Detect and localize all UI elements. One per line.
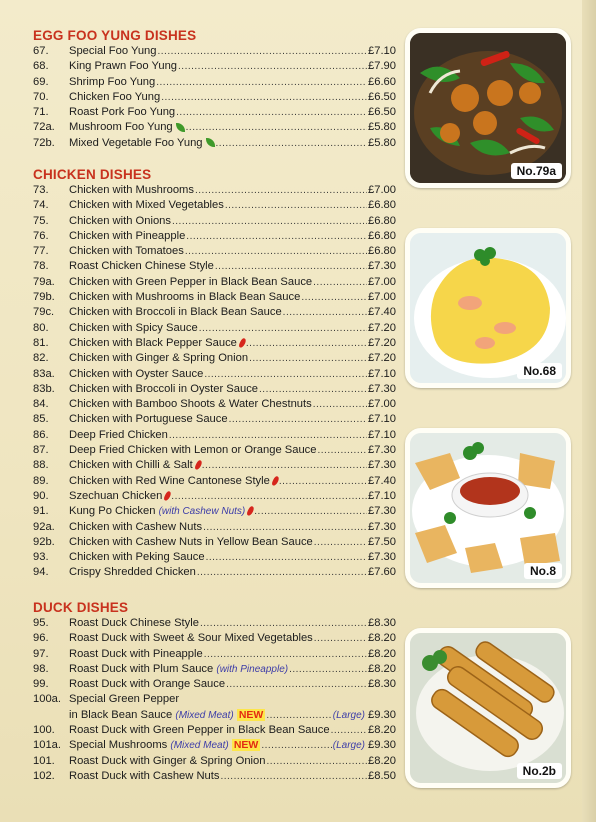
item-number: 101. — [33, 754, 55, 767]
egg-foo-yung-list — [33, 45, 396, 152]
dot-leader — [185, 246, 367, 257]
item-name-text: Chicken with Oyster Sauce — [69, 367, 204, 380]
dot-leader — [279, 476, 367, 487]
item-name — [69, 770, 219, 782]
dot-leader — [206, 552, 367, 563]
dot-leader — [225, 200, 367, 211]
item-number: 92b. — [33, 535, 55, 548]
item-name-text: Roast Duck with Orange Sauce — [69, 678, 226, 691]
item-name — [69, 648, 203, 660]
item-name-text: Roast Duck Chinese Style — [69, 617, 199, 629]
item-price: £7.20 — [368, 352, 396, 365]
item-number: 79a. — [33, 275, 55, 288]
item-price: £7.30 — [368, 505, 396, 518]
spring-roll-illustration — [410, 633, 566, 783]
item-name — [69, 291, 300, 303]
item-name-text: King Prawn Foo Yung — [69, 60, 178, 73]
item-name-text: Roast Duck with Plum Sauce — [69, 662, 214, 675]
menu-item — [33, 121, 396, 136]
item-number: 100. — [33, 724, 55, 737]
dot-leader — [313, 399, 367, 410]
menu-item — [33, 215, 396, 230]
item-price: £7.90 — [368, 60, 396, 73]
wonton-illustration — [410, 433, 566, 583]
dot-leader — [172, 216, 367, 227]
item-name — [69, 106, 175, 118]
dot-leader — [313, 277, 367, 288]
menu-item — [33, 76, 396, 91]
item-number: 79c. — [33, 306, 55, 319]
item-price: £6.80 — [368, 199, 396, 212]
dot-leader — [197, 567, 367, 578]
item-number: 87. — [33, 444, 49, 457]
item-number: 72a. — [33, 121, 55, 134]
item-number: 100a. — [33, 693, 61, 706]
item-price: £7.00 — [368, 184, 396, 196]
dot-leader — [158, 46, 368, 57]
item-name-text: Roast Duck with Green Pepper in Black Bean Sauce — [69, 724, 330, 737]
item-price: £5.80 — [368, 136, 396, 149]
item-name — [69, 521, 202, 533]
item-name-text: Roast Duck with Sweet & Sour Mixed Vegetables — [69, 632, 313, 645]
dot-leader — [220, 771, 367, 782]
menu-item — [33, 137, 396, 152]
item-name — [69, 306, 282, 318]
menu-item — [33, 459, 396, 474]
section-title-chicken: CHICKEN DISHES — [33, 167, 152, 182]
item-note: (with Cashew Nuts) — [158, 506, 246, 518]
item-name — [69, 475, 278, 487]
item-name — [69, 368, 203, 380]
item-name-text: Roast Duck with Ginger & Spring Onion — [69, 754, 266, 767]
item-name — [69, 663, 288, 675]
menu-item — [33, 60, 396, 75]
item-name-text: Special Foo Yung — [69, 45, 157, 57]
item-price: £9.30 — [368, 739, 396, 752]
item-price: £8.50 — [368, 769, 396, 782]
menu-item — [33, 429, 396, 444]
item-name — [69, 739, 260, 751]
dot-leader — [178, 61, 367, 72]
photo-caption: No.79a — [511, 163, 562, 179]
item-price: £6.80 — [368, 245, 396, 258]
menu-item — [33, 521, 396, 536]
item-price: £8.30 — [368, 678, 396, 691]
dot-leader — [314, 633, 367, 644]
item-name-text: Special Mushrooms — [69, 739, 168, 752]
item-number: 68. — [33, 60, 49, 73]
dot-leader — [267, 756, 368, 767]
item-name — [69, 398, 312, 410]
photo-caption: No.8 — [524, 563, 562, 579]
item-name-text: Chicken with Red Wine Cantonese Style — [69, 474, 270, 487]
menu-item — [33, 770, 396, 785]
item-name — [69, 121, 185, 133]
item-size-note: (Large) — [332, 709, 365, 721]
dot-leader — [204, 649, 367, 660]
item-number: 90. — [33, 489, 49, 502]
item-price: £6.50 — [368, 106, 396, 119]
item-name-text: Chicken with Portuguese Sauce — [69, 413, 228, 426]
item-number: 77. — [33, 245, 49, 258]
item-name-text: Chicken with Chilli & Salt — [69, 459, 193, 472]
dot-leader — [161, 92, 367, 103]
menu-item — [33, 352, 396, 367]
dot-leader — [289, 664, 367, 675]
dot-leader — [226, 679, 367, 690]
dot-leader — [249, 353, 367, 364]
dish-photo-8 — [405, 428, 571, 588]
item-price: £6.60 — [368, 75, 396, 88]
chicken-list — [33, 184, 396, 582]
item-number: 81. — [33, 336, 49, 349]
item-name — [69, 505, 253, 517]
dot-leader — [176, 107, 367, 118]
item-price: £7.00 — [368, 275, 396, 288]
item-number: 80. — [33, 321, 49, 334]
item-name-text: Chicken with Mixed Vegetables — [69, 199, 224, 212]
item-name — [69, 352, 248, 364]
item-name-text: Chicken with Mushrooms — [69, 184, 194, 196]
item-number: 99. — [33, 678, 49, 691]
dot-leader — [186, 231, 367, 242]
item-number: 76. — [33, 229, 49, 242]
item-name-text: Roast Duck with Cashew Nuts — [69, 769, 220, 782]
menu-item — [33, 106, 396, 121]
menu-item — [33, 45, 396, 60]
item-number: 82. — [33, 352, 49, 365]
item-price: £8.20 — [368, 754, 396, 767]
item-number: 88. — [33, 459, 49, 472]
item-price: £7.10 — [368, 367, 396, 380]
item-name-text: Chicken with Mushrooms in Black Bean Sauce — [69, 291, 301, 304]
menu-item — [33, 444, 396, 459]
item-price: £8.20 — [368, 632, 396, 645]
menu-item — [33, 322, 396, 337]
menu-item — [33, 184, 396, 199]
menu-item — [33, 91, 396, 106]
menu-item — [33, 276, 396, 291]
new-badge: NEW — [233, 739, 259, 752]
item-name — [69, 230, 185, 242]
vegetarian-leaf-icon — [176, 123, 185, 132]
duck-list — [33, 617, 396, 785]
item-number: 83b. — [33, 382, 55, 395]
item-number: 83a. — [33, 367, 55, 380]
item-price: £7.60 — [368, 566, 396, 579]
item-name-text: Chicken with Tomatoes — [69, 245, 184, 258]
item-name — [69, 137, 215, 149]
item-price: £7.10 — [368, 413, 396, 426]
item-note: (Mixed Meat) — [175, 709, 234, 721]
dot-leader — [202, 460, 367, 471]
item-price: £7.10 — [368, 428, 396, 441]
item-name — [69, 444, 317, 456]
item-price: £7.00 — [368, 291, 396, 304]
dot-leader — [169, 430, 367, 441]
item-number: 79b. — [33, 291, 55, 304]
dot-leader — [314, 537, 367, 548]
item-number: 98. — [33, 662, 49, 675]
menu-item — [33, 632, 396, 647]
item-note: (Mixed Meat) — [170, 740, 229, 752]
dot-leader — [229, 414, 367, 425]
item-name — [69, 184, 194, 196]
photo-caption: No.68 — [517, 363, 562, 379]
menu-item — [33, 678, 396, 693]
menu-item — [33, 739, 396, 754]
item-name — [69, 337, 245, 349]
dot-leader — [318, 445, 368, 456]
item-price: £7.00 — [368, 398, 396, 411]
item-name — [69, 76, 155, 88]
item-number: 71. — [33, 106, 49, 119]
dot-leader — [156, 77, 367, 88]
page-edge — [582, 0, 596, 822]
menu-item — [33, 230, 396, 245]
item-name — [69, 709, 265, 721]
item-name-text: Chicken with Green Pepper in Black Bean Sauce — [69, 275, 313, 288]
item-name — [69, 60, 177, 72]
item-name-text: Mushroom Foo Yung — [69, 121, 173, 134]
item-name — [69, 459, 201, 471]
item-name-text: Chicken with Cashew Nuts in Yellow Bean Sauce — [69, 535, 313, 548]
dot-leader — [301, 292, 367, 303]
menu-item — [33, 617, 396, 632]
item-name — [69, 383, 258, 395]
menu-item — [33, 398, 396, 413]
item-number: 97. — [33, 647, 49, 660]
item-price: £7.30 — [368, 551, 396, 564]
menu-item — [33, 383, 396, 398]
item-name-text: Chicken with Pineapple — [69, 229, 186, 242]
item-price: £9.30 — [368, 708, 396, 721]
omelette-illustration — [410, 233, 566, 383]
menu-item — [33, 709, 396, 724]
item-name-text: Chicken with Broccoli in Oyster Sauce — [69, 382, 259, 395]
dot-leader — [216, 138, 367, 149]
item-name — [69, 45, 157, 57]
item-name-text: Special Green Pepper — [69, 693, 180, 706]
item-price: £7.40 — [368, 474, 396, 487]
item-number: 85. — [33, 413, 49, 426]
menu-item — [33, 551, 396, 566]
item-number: 73. — [33, 184, 49, 196]
item-name — [69, 260, 214, 272]
dot-leader — [261, 740, 331, 751]
item-price: £8.20 — [368, 724, 396, 737]
item-number: 75. — [33, 214, 49, 227]
item-number: 92a. — [33, 520, 55, 533]
item-number: 101a. — [33, 739, 61, 752]
menu-item — [33, 199, 396, 214]
item-name-text: Chicken with Peking Sauce — [69, 551, 205, 564]
menu-item — [33, 413, 396, 428]
item-name — [69, 215, 171, 227]
item-price: £7.20 — [368, 336, 396, 349]
item-number: 67. — [33, 45, 49, 57]
item-number: 84. — [33, 398, 49, 411]
menu-item — [33, 566, 396, 581]
item-name — [69, 617, 199, 629]
item-name-text: Roast Chicken Chinese Style — [69, 260, 214, 273]
item-price: £7.20 — [368, 321, 396, 334]
item-price: £7.10 — [368, 489, 396, 502]
section-title-duck: DUCK DISHES — [33, 600, 129, 615]
menu-item — [33, 490, 396, 505]
item-name-text: Roast Duck with Pineapple — [69, 647, 203, 660]
item-name-text: Chicken with Ginger & Spring Onion — [69, 352, 249, 365]
item-price: £6.80 — [368, 214, 396, 227]
item-name-text: Chicken with Onions — [69, 214, 171, 227]
menu-item — [33, 693, 396, 708]
item-price: £6.80 — [368, 229, 396, 242]
item-price: £7.10 — [368, 45, 396, 57]
item-name — [69, 678, 225, 690]
dish-photo-68 — [405, 228, 571, 388]
dot-leader — [195, 185, 367, 196]
dish-photo-79a — [405, 28, 571, 188]
item-name — [69, 322, 198, 334]
item-name — [69, 276, 312, 288]
item-number: 95. — [33, 617, 49, 629]
menu-item — [33, 306, 396, 321]
item-name — [69, 724, 330, 736]
item-name — [69, 536, 313, 548]
item-number: 93. — [33, 551, 49, 564]
dot-leader — [246, 338, 367, 349]
menu-item — [33, 291, 396, 306]
menu-item — [33, 260, 396, 275]
item-number: 91. — [33, 505, 49, 518]
item-price: £8.20 — [368, 662, 396, 675]
item-name-text: Chicken Foo Yung — [69, 90, 161, 103]
dot-leader — [259, 384, 367, 395]
item-name — [69, 199, 224, 211]
item-price: £7.30 — [368, 444, 396, 457]
dot-leader — [171, 491, 367, 502]
item-number: 69. — [33, 75, 49, 88]
dish-photo-2b — [405, 628, 571, 788]
item-number: 96. — [33, 632, 49, 645]
item-number: 94. — [33, 566, 49, 579]
menu-item — [33, 245, 396, 260]
dot-leader — [204, 369, 367, 380]
item-name — [69, 245, 184, 257]
item-number: 74. — [33, 199, 49, 212]
item-name-text: Chicken with Black Pepper Sauce — [69, 336, 237, 349]
item-name-text: in Black Bean Sauce — [69, 708, 173, 721]
section-title-egg-foo-yung: EGG FOO YUNG DISHES — [33, 28, 197, 43]
item-name — [69, 490, 170, 502]
item-name-text: Chicken with Cashew Nuts — [69, 520, 203, 533]
dot-leader — [200, 618, 367, 629]
item-name-text: Deep Fried Chicken — [69, 428, 168, 441]
item-price: £8.30 — [368, 617, 396, 629]
menu-item — [33, 475, 396, 490]
item-number: 89. — [33, 474, 49, 487]
item-price: £8.20 — [368, 647, 396, 660]
menu-item — [33, 724, 396, 739]
item-name-text: Shrimp Foo Yung — [69, 75, 156, 88]
item-name-text: Kung Po Chicken — [69, 505, 156, 518]
dot-leader — [266, 710, 331, 721]
item-price: £6.50 — [368, 90, 396, 103]
item-name-text: Chicken with Broccoli in Black Bean Sauce — [69, 306, 282, 319]
item-price: £7.30 — [368, 382, 396, 395]
menu-item — [33, 368, 396, 383]
dot-leader — [203, 522, 367, 533]
item-price: £7.30 — [368, 459, 396, 472]
vegetarian-leaf-icon — [206, 138, 215, 147]
menu-item — [33, 663, 396, 678]
item-price: £7.30 — [368, 520, 396, 533]
dot-leader — [283, 307, 367, 318]
new-badge: NEW — [238, 708, 264, 721]
item-number: 102. — [33, 769, 55, 782]
item-number: 70. — [33, 90, 49, 103]
item-name-text: Chicken with Bamboo Shoots & Water Chestnuts — [69, 398, 312, 411]
dot-leader — [199, 323, 367, 334]
item-name-text: Crispy Shredded Chicken — [69, 566, 196, 579]
item-name — [69, 632, 313, 644]
dot-leader — [215, 261, 367, 272]
photo-caption: No.2b — [517, 763, 562, 779]
menu-item — [33, 755, 396, 770]
menu-item — [33, 648, 396, 663]
item-name — [69, 566, 196, 578]
item-name-text: Mixed Vegetable Foo Yung — [69, 136, 203, 149]
item-name — [69, 693, 179, 705]
item-name — [69, 413, 228, 425]
item-number: 72b. — [33, 136, 55, 149]
item-name-text: Chicken with Spicy Sauce — [69, 321, 198, 334]
dot-leader — [331, 725, 367, 736]
item-price: £5.80 — [368, 121, 396, 134]
menu-item — [33, 536, 396, 551]
item-size-note: (Large) — [332, 740, 365, 752]
dot-leader — [186, 122, 367, 133]
item-name — [69, 551, 205, 563]
menu-item — [33, 505, 396, 520]
menu-item — [33, 337, 396, 352]
item-name-text: Roast Pork Foo Yung — [69, 106, 176, 119]
stir-fry-illustration — [410, 33, 566, 183]
item-name-text: Deep Fried Chicken with Lemon or Orange Sauce — [69, 444, 317, 457]
dot-leader — [254, 506, 367, 517]
item-name — [69, 91, 160, 103]
item-note: (with Pineapple) — [216, 663, 289, 675]
item-name — [69, 429, 168, 441]
item-number: 78. — [33, 260, 49, 273]
item-name-text: Szechuan Chicken — [69, 489, 163, 502]
item-number: 86. — [33, 428, 49, 441]
item-price: £7.50 — [368, 535, 396, 548]
item-price: £7.40 — [368, 306, 396, 319]
item-name — [69, 755, 266, 767]
item-price: £7.30 — [368, 260, 396, 273]
